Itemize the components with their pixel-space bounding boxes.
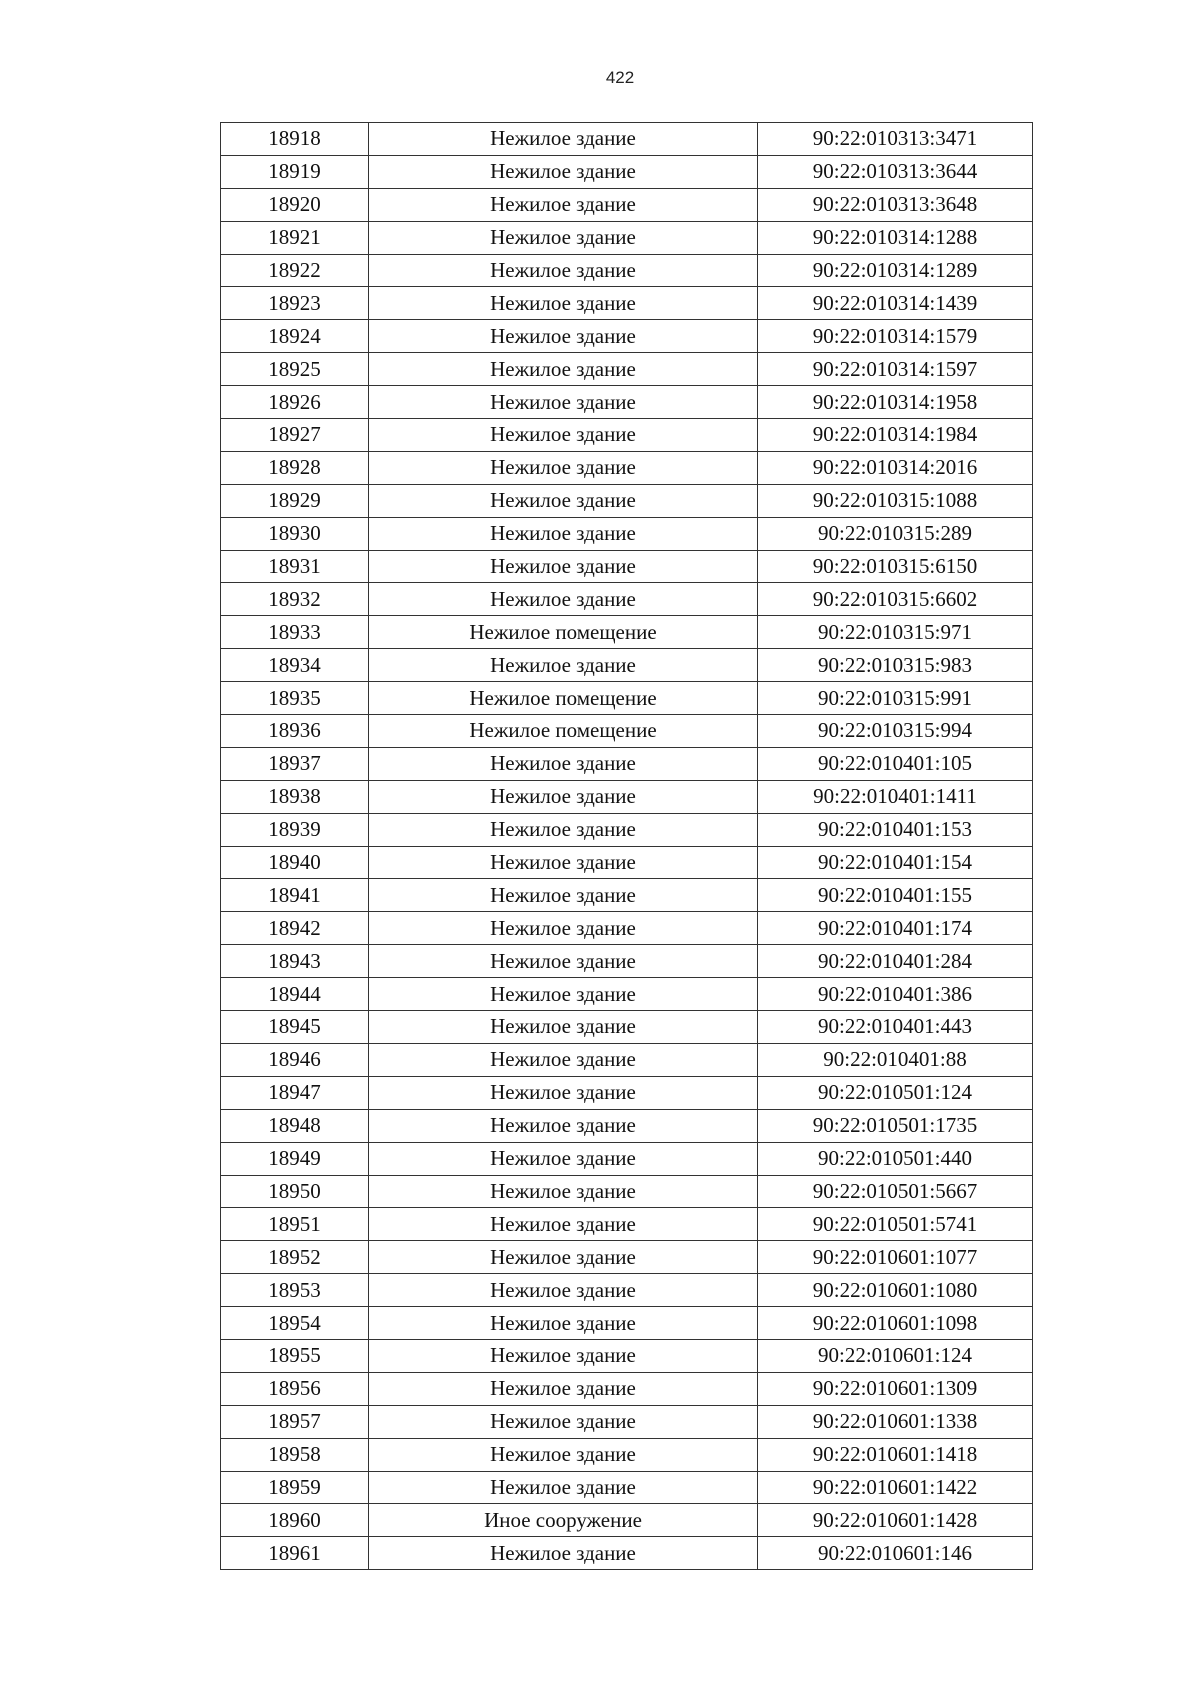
table-row	[221, 419, 1033, 452]
cadastral-number-cell: 90:22:010401:443	[758, 1011, 1033, 1044]
object-type-cell: Нежилое здание	[369, 879, 758, 912]
cadastral-number-cell: 90:22:010315:971	[758, 616, 1033, 649]
cadastral-number-cell: 90:22:010501:1735	[758, 1109, 1033, 1142]
row-number-cell: 18952	[221, 1241, 369, 1274]
row-number-cell: 18949	[221, 1142, 369, 1175]
object-type-cell: Нежилое здание	[369, 1043, 758, 1076]
object-type-cell: Нежилое здание	[369, 287, 758, 320]
table-row	[221, 517, 1033, 550]
cadastral-number-cell: 90:22:010315:6602	[758, 583, 1033, 616]
table-row	[221, 451, 1033, 484]
object-type-cell: Нежилое здание	[369, 419, 758, 452]
row-number-cell: 18958	[221, 1438, 369, 1471]
object-type-cell: Нежилое здание	[369, 353, 758, 386]
table-row	[221, 287, 1033, 320]
table-row	[221, 1307, 1033, 1340]
object-type-cell: Нежилое здание	[369, 1537, 758, 1570]
object-type-cell: Нежилое здание	[369, 484, 758, 517]
cadastral-number-cell: 90:22:010601:1077	[758, 1241, 1033, 1274]
table-row	[221, 583, 1033, 616]
object-type-cell: Нежилое здание	[369, 1274, 758, 1307]
table-row	[221, 682, 1033, 715]
property-table	[220, 122, 1033, 1570]
cadastral-number-cell: 90:22:010314:1579	[758, 320, 1033, 353]
cadastral-number-cell: 90:22:010401:386	[758, 978, 1033, 1011]
row-number-cell: 18955	[221, 1339, 369, 1372]
table-row	[221, 1372, 1033, 1405]
table-row	[221, 353, 1033, 386]
object-type-cell: Нежилое здание	[369, 320, 758, 353]
row-number-cell: 18953	[221, 1274, 369, 1307]
cadastral-number-cell: 90:22:010401:105	[758, 747, 1033, 780]
object-type-cell: Нежилое здание	[369, 1011, 758, 1044]
row-number-cell: 18936	[221, 715, 369, 748]
row-number-cell: 18940	[221, 846, 369, 879]
cadastral-number-cell: 90:22:010314:1984	[758, 419, 1033, 452]
cadastral-number-cell: 90:22:010314:1439	[758, 287, 1033, 320]
object-type-cell: Нежилое здание	[369, 254, 758, 287]
cadastral-number-cell: 90:22:010313:3471	[758, 123, 1033, 156]
table-row	[221, 780, 1033, 813]
row-number-cell: 18943	[221, 945, 369, 978]
cadastral-number-cell: 90:22:010314:1288	[758, 221, 1033, 254]
table-row	[221, 320, 1033, 353]
cadastral-number-cell: 90:22:010314:2016	[758, 451, 1033, 484]
object-type-cell: Нежилое здание	[369, 813, 758, 846]
table-row	[221, 879, 1033, 912]
row-number-cell: 18929	[221, 484, 369, 517]
cadastral-number-cell: 90:22:010401:155	[758, 879, 1033, 912]
row-number-cell: 18930	[221, 517, 369, 550]
cadastral-number-cell: 90:22:010601:1428	[758, 1504, 1033, 1537]
row-number-cell: 18937	[221, 747, 369, 780]
cadastral-number-cell: 90:22:010601:1098	[758, 1307, 1033, 1340]
row-number-cell: 18934	[221, 649, 369, 682]
cadastral-number-cell: 90:22:010601:1418	[758, 1438, 1033, 1471]
table-row	[221, 386, 1033, 419]
table-row	[221, 1405, 1033, 1438]
row-number-cell: 18932	[221, 583, 369, 616]
row-number-cell: 18961	[221, 1537, 369, 1570]
row-number-cell: 18925	[221, 353, 369, 386]
row-number-cell: 18927	[221, 419, 369, 452]
row-number-cell: 18926	[221, 386, 369, 419]
cadastral-number-cell: 90:22:010501:440	[758, 1142, 1033, 1175]
row-number-cell: 18921	[221, 221, 369, 254]
table-row	[221, 155, 1033, 188]
object-type-cell: Иное сооружение	[369, 1504, 758, 1537]
cadastral-number-cell: 90:22:010401:154	[758, 846, 1033, 879]
cadastral-number-cell: 90:22:010315:1088	[758, 484, 1033, 517]
row-number-cell: 18951	[221, 1208, 369, 1241]
row-number-cell: 18950	[221, 1175, 369, 1208]
object-type-cell: Нежилое здание	[369, 1372, 758, 1405]
cadastral-number-cell: 90:22:010601:146	[758, 1537, 1033, 1570]
row-number-cell: 18945	[221, 1011, 369, 1044]
cadastral-number-cell: 90:22:010315:991	[758, 682, 1033, 715]
cadastral-number-cell: 90:22:010401:88	[758, 1043, 1033, 1076]
table-row	[221, 616, 1033, 649]
object-type-cell: Нежилое здание	[369, 1208, 758, 1241]
object-type-cell: Нежилое здание	[369, 550, 758, 583]
object-type-cell: Нежилое здание	[369, 123, 758, 156]
object-type-cell: Нежилое помещение	[369, 715, 758, 748]
table-row	[221, 846, 1033, 879]
row-number-cell: 18938	[221, 780, 369, 813]
cadastral-number-cell: 90:22:010314:1289	[758, 254, 1033, 287]
object-type-cell: Нежилое здание	[369, 188, 758, 221]
row-number-cell: 18956	[221, 1372, 369, 1405]
cadastral-number-cell: 90:22:010601:1338	[758, 1405, 1033, 1438]
row-number-cell: 18946	[221, 1043, 369, 1076]
cadastral-number-cell: 90:22:010601:1422	[758, 1471, 1033, 1504]
object-type-cell: Нежилое здание	[369, 945, 758, 978]
object-type-cell: Нежилое здание	[369, 1339, 758, 1372]
table-row	[221, 1438, 1033, 1471]
table-row	[221, 1208, 1033, 1241]
row-number-cell: 18928	[221, 451, 369, 484]
table-row	[221, 221, 1033, 254]
row-number-cell: 18920	[221, 188, 369, 221]
table-row	[221, 550, 1033, 583]
object-type-cell: Нежилое здание	[369, 386, 758, 419]
row-number-cell: 18954	[221, 1307, 369, 1340]
object-type-cell: Нежилое здание	[369, 1142, 758, 1175]
table-row	[221, 1011, 1033, 1044]
object-type-cell: Нежилое помещение	[369, 616, 758, 649]
table-row	[221, 1504, 1033, 1537]
object-type-cell: Нежилое здание	[369, 978, 758, 1011]
row-number-cell: 18941	[221, 879, 369, 912]
object-type-cell: Нежилое здание	[369, 1109, 758, 1142]
row-number-cell: 18959	[221, 1471, 369, 1504]
cadastral-number-cell: 90:22:010401:153	[758, 813, 1033, 846]
cadastral-number-cell: 90:22:010501:5667	[758, 1175, 1033, 1208]
page-number: 422	[605, 68, 635, 87]
cadastral-number-cell: 90:22:010315:994	[758, 715, 1033, 748]
cadastral-number-cell: 90:22:010601:1309	[758, 1372, 1033, 1405]
object-type-cell: Нежилое здание	[369, 780, 758, 813]
row-number-cell: 18933	[221, 616, 369, 649]
row-number-cell: 18923	[221, 287, 369, 320]
object-type-cell: Нежилое здание	[369, 1405, 758, 1438]
cadastral-number-cell: 90:22:010315:289	[758, 517, 1033, 550]
table-body	[221, 123, 1033, 1570]
cadastral-number-cell: 90:22:010401:174	[758, 912, 1033, 945]
cadastral-number-cell: 90:22:010601:124	[758, 1339, 1033, 1372]
table-row	[221, 912, 1033, 945]
object-type-cell: Нежилое здание	[369, 1307, 758, 1340]
table-row	[221, 1241, 1033, 1274]
object-type-cell: Нежилое здание	[369, 1175, 758, 1208]
row-number-cell: 18935	[221, 682, 369, 715]
cadastral-number-cell: 90:22:010313:3644	[758, 155, 1033, 188]
cadastral-number-cell: 90:22:010313:3648	[758, 188, 1033, 221]
table-row	[221, 123, 1033, 156]
table-row	[221, 649, 1033, 682]
row-number-cell: 18944	[221, 978, 369, 1011]
cadastral-number-cell: 90:22:010401:284	[758, 945, 1033, 978]
row-number-cell: 18918	[221, 123, 369, 156]
row-number-cell: 18960	[221, 1504, 369, 1537]
row-number-cell: 18919	[221, 155, 369, 188]
object-type-cell: Нежилое здание	[369, 1438, 758, 1471]
table-row	[221, 1043, 1033, 1076]
table-row	[221, 945, 1033, 978]
object-type-cell: Нежилое здание	[369, 747, 758, 780]
object-type-cell: Нежилое здание	[369, 221, 758, 254]
object-type-cell: Нежилое здание	[369, 451, 758, 484]
object-type-cell: Нежилое здание	[369, 517, 758, 550]
object-type-cell: Нежилое здание	[369, 1076, 758, 1109]
row-number-cell: 18924	[221, 320, 369, 353]
table-row	[221, 813, 1033, 846]
object-type-cell: Нежилое здание	[369, 912, 758, 945]
table-row	[221, 188, 1033, 221]
table-row	[221, 1471, 1033, 1504]
cadastral-number-cell: 90:22:010601:1080	[758, 1274, 1033, 1307]
object-type-cell: Нежилое здание	[369, 649, 758, 682]
table-row	[221, 1109, 1033, 1142]
table-row	[221, 254, 1033, 287]
object-type-cell: Нежилое помещение	[369, 682, 758, 715]
object-type-cell: Нежилое здание	[369, 1471, 758, 1504]
table-row	[221, 484, 1033, 517]
cadastral-number-cell: 90:22:010315:983	[758, 649, 1033, 682]
table-row	[221, 1537, 1033, 1570]
table-row	[221, 1175, 1033, 1208]
cadastral-number-cell: 90:22:010501:5741	[758, 1208, 1033, 1241]
cadastral-number-cell: 90:22:010314:1958	[758, 386, 1033, 419]
row-number-cell: 18948	[221, 1109, 369, 1142]
cadastral-number-cell: 90:22:010501:124	[758, 1076, 1033, 1109]
table-row	[221, 747, 1033, 780]
table-row	[221, 1339, 1033, 1372]
cadastral-number-cell: 90:22:010314:1597	[758, 353, 1033, 386]
object-type-cell: Нежилое здание	[369, 155, 758, 188]
table-row	[221, 1274, 1033, 1307]
row-number-cell: 18922	[221, 254, 369, 287]
table-row	[221, 978, 1033, 1011]
cadastral-number-cell: 90:22:010315:6150	[758, 550, 1033, 583]
row-number-cell: 18939	[221, 813, 369, 846]
object-type-cell: Нежилое здание	[369, 1241, 758, 1274]
table-row	[221, 1142, 1033, 1175]
table-row	[221, 1076, 1033, 1109]
row-number-cell: 18947	[221, 1076, 369, 1109]
row-number-cell: 18957	[221, 1405, 369, 1438]
row-number-cell: 18931	[221, 550, 369, 583]
object-type-cell: Нежилое здание	[369, 583, 758, 616]
object-type-cell: Нежилое здание	[369, 846, 758, 879]
table-row	[221, 715, 1033, 748]
cadastral-number-cell: 90:22:010401:1411	[758, 780, 1033, 813]
row-number-cell: 18942	[221, 912, 369, 945]
